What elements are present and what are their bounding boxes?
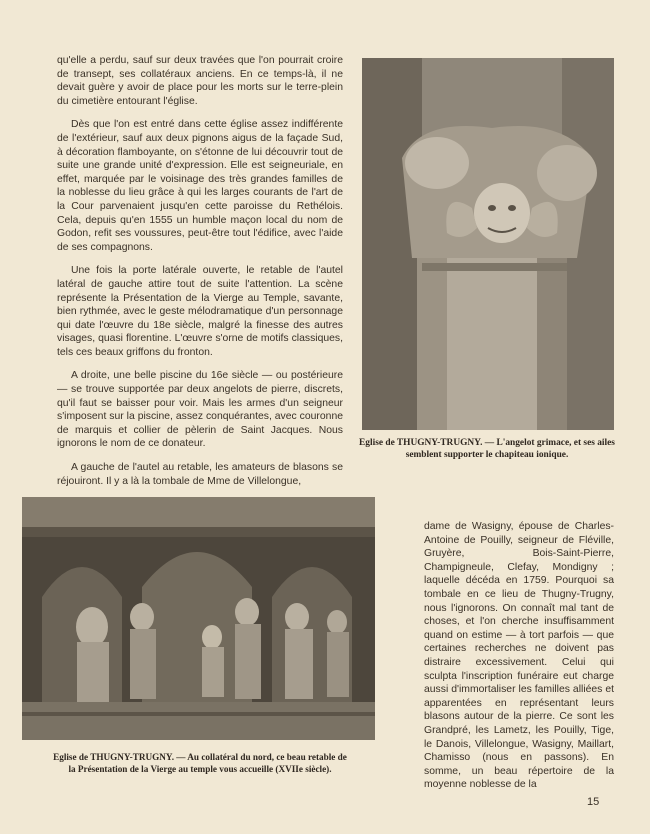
bottom-photo-caption: Eglise de THUGNY-TRUGNY. — Au collatéral du nord, ce beau retable de la Présentation de la Vierge au temple vous accueille (XVIIe siècle). [53,752,347,774]
paragraph-5: A gauche de l'autel au retable, les amateurs de blasons se réjouiront. Il y a là la tombale de Mme de Villelongue, [57,462,343,487]
top-photo-caption: Eglise de THUGNY-TRUGNY. — L'angelot grimace, et ses ailes semblent supporter le chapiteau ionique. [359,438,615,460]
paragraph-4: A droite, une belle piscine du 16e siècle — ou postérieure — se trouve supportée par deux angelots de pierre, discrets, qu'il faut se baisser pour voir. Mais les armes d'un seigneur s'imposent sur la piscine, assez conquérantes, avec couronne de marquis et collier de pèlerin de Saint Jacques. Nous ignorons le nom de ce donateur. [57,370,343,450]
paragraph-3: Une fois la porte latérale ouverte, le retable de l'autel latéral de gauche attire tout de suite l'attention. La scène représente la Présentation de la Vierge au Temple, savante, bien rythmée, avec le geste mélodramatique d'un personnage qui date l'œuvre du 18e siècle, malgré la finesse des autres visages, quasi florentine. L'œuvre s'orne de motifs classiques, tels ces beaux griffons du fronton. [57,265,343,358]
capital-cherub-photo [362,58,614,430]
paragraph-1: qu'elle a perdu, sauf sur deux travées que l'on pourrait croire de transept, ses collatéraux anciens. En ce temps-là, il ne devait guère y avoir de place pour les morts sur le terre-plein du cimetière entourant l'église. [57,55,343,107]
right-text-column [424,520,614,792]
page-number: 15 [587,796,600,808]
left-text-column [57,54,343,498]
paragraph-continuation: dame de Wasigny, épouse de Charles-Antoine de Pouilly, seigneur de Fléville, Gruyère, Bois-Saint-Pierre, Champigneule, Clefay, Mondigny ; laquelle décéda en 1759. Pourquoi sa tombale en ce lieu de Thugny-Trugny, nous l'ignorons. On connaît mal tant de choses, et l'on cherche insuffisamment quand on estime — à tort parfois — que certaines recherches ne doivent pas distraire excessivement. Celui qui sculpta l'inscription funéraire eut charge aussi d'immortaliser les familles alliées et apparentées en représentant leurs blasons autour de la pierre. Ce sont les Grandpré, les Lametz, les Pouilly, Tige, le Danois, Villelongue, Wasigny, Maillart, Chamisso (nous en passons). En somme, un beau répertoire de la moyenne noblesse de la [424,521,614,791]
retable-presentation-photo [22,497,375,740]
paragraph-2: Dès que l'on est entré dans cette église assez indifférente de l'extérieur, sauf aux deux pignons aigus de la façade Sud, à décoration flamboyante, on s'étonne de lui découvrir tout de suite une grande unité d'expression. Elle est seigneuriale, en effet, marquée par le voisinage des très grandes familles de la noblesse du lieu grâce à qui les larges courants de l'art de la Cour parvenaient jusqu'en cette paroisse du Rethélois. Cela, depuis qu'en 1555 un humble maçon local du nom de Godon, refit ses voussures, peut-être tout l'édifice, avec l'aide de ses compagnons. [57,119,343,253]
